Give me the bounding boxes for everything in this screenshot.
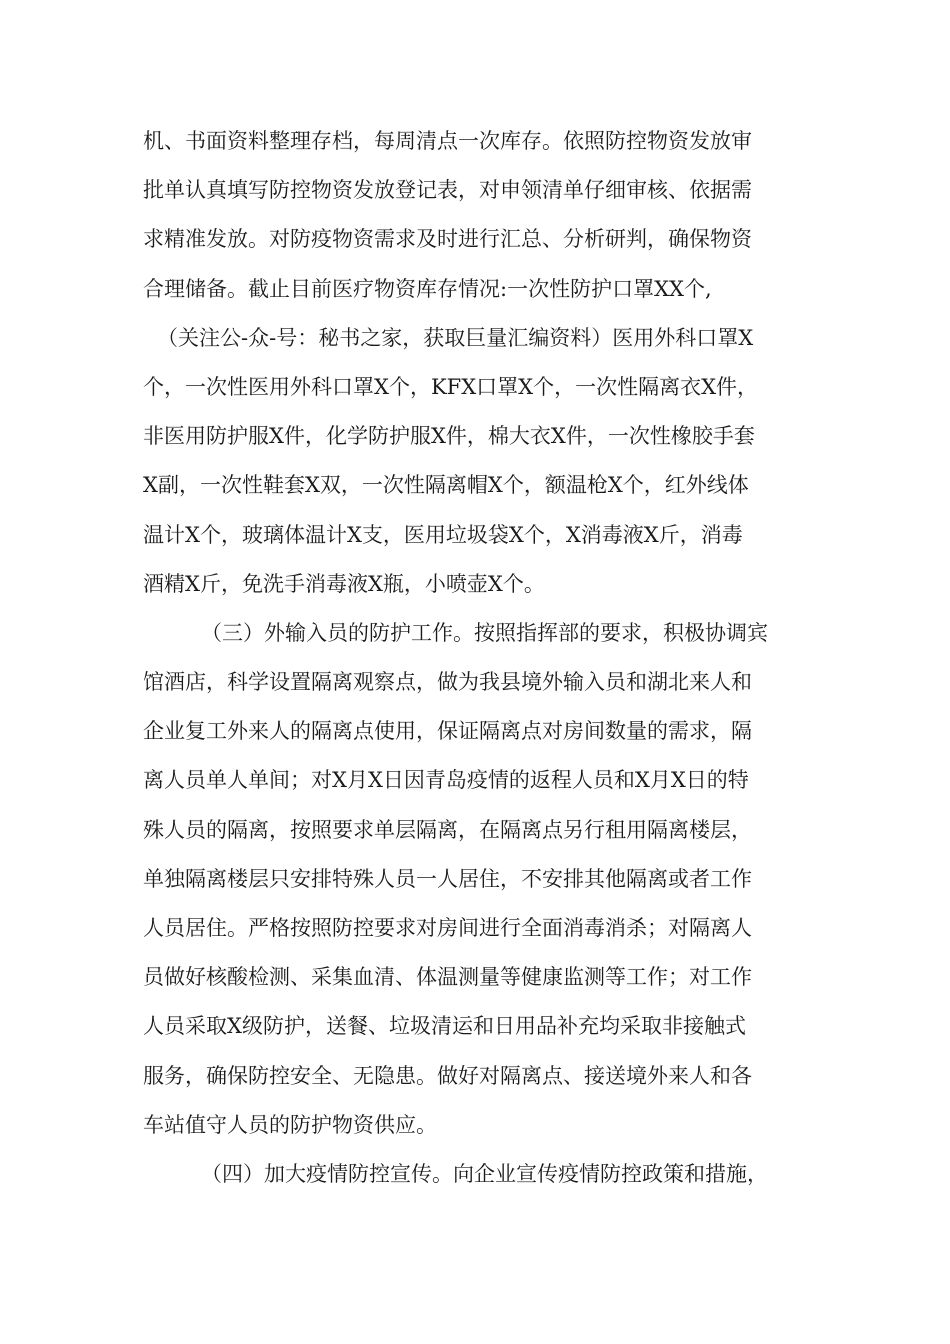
text-line: X副，一次性鞋套X双，一次性隔离帽X个，额温枪X个，红外线体 — [143, 473, 749, 498]
text-line: 批单认真填写防控物资发放登记表，对申领清单仔细审核、依据需 — [143, 178, 752, 203]
text-line: 员做好核酸检测、采集血清、体温测量等健康监测等工作；对工作 — [143, 965, 752, 990]
text-line: 人员采取X级防护，送餐、垃圾清运和日用品补充均采取非接触式 — [143, 1014, 746, 1039]
text-line: 服务，确保防控安全、无隐患。做好对隔离点、接送境外来人和各 — [143, 1063, 752, 1088]
paragraph-heading-4: （四）加大疫情防控宣传。向企业宣传疫情防控政策和措施， — [201, 1161, 768, 1186]
text-line: 个，一次性医用外科口罩X个，KFX口罩X个，一次性隔离衣X件， — [143, 374, 759, 399]
text-line: 企业复工外来人的隔离点使用，保证隔离点对房间数量的需求，隔 — [143, 719, 752, 744]
text-line: （关注公-众-号：秘书之家，获取巨量汇编资料）医用外科口罩X — [157, 325, 754, 350]
text-line: 人员居住。严格按照防控要求对房间进行全面消毒消杀；对隔离人 — [143, 916, 752, 940]
text-line: 温计X个，玻璃体温计X支，医用垃圾袋X个，X消毒液X斤，消毒 — [143, 522, 743, 547]
text-line: 求精准发放。对防疫物资需求及时进行汇总、分析研判，确保物资 — [143, 227, 752, 252]
text-line: 非医用防护服X件，化学防护服X件，棉大衣X件，一次性橡胶手套 — [143, 424, 755, 449]
text-line: 车站值守人员的防护物资供应。 — [143, 1112, 437, 1137]
text-line: 酒精X斤，免洗手消毒液X瓶，小喷壶X个。 — [143, 571, 545, 596]
document-body — [143, 117, 823, 1199]
text-line: 机、书面资料整理存档，每周清点一次库存。依照防控物资发放审 — [143, 129, 752, 153]
paragraph-heading-3: （三）外输入员的防护工作。按照指挥部的要求，积极协调宾 — [201, 620, 768, 645]
text-line: 馆酒店，科学设置隔离观察点，做为我县境外输入员和湖北来人和 — [143, 670, 752, 695]
text-line: 合理储备。截止目前医疗物资库存情况:一次性防护口罩XX个, — [143, 276, 712, 301]
text-line: 殊人员的隔离，按照要求单层隔离，在隔离点另行租用隔离楼层， — [143, 817, 752, 842]
text-line: 离人员单人单间；对X月X日因青岛疫情的返程人员和X月X日的特 — [143, 768, 749, 793]
text-line: 单独隔离楼层只安排特殊人员一人居住，不安排其他隔离或者工作 — [143, 866, 752, 891]
